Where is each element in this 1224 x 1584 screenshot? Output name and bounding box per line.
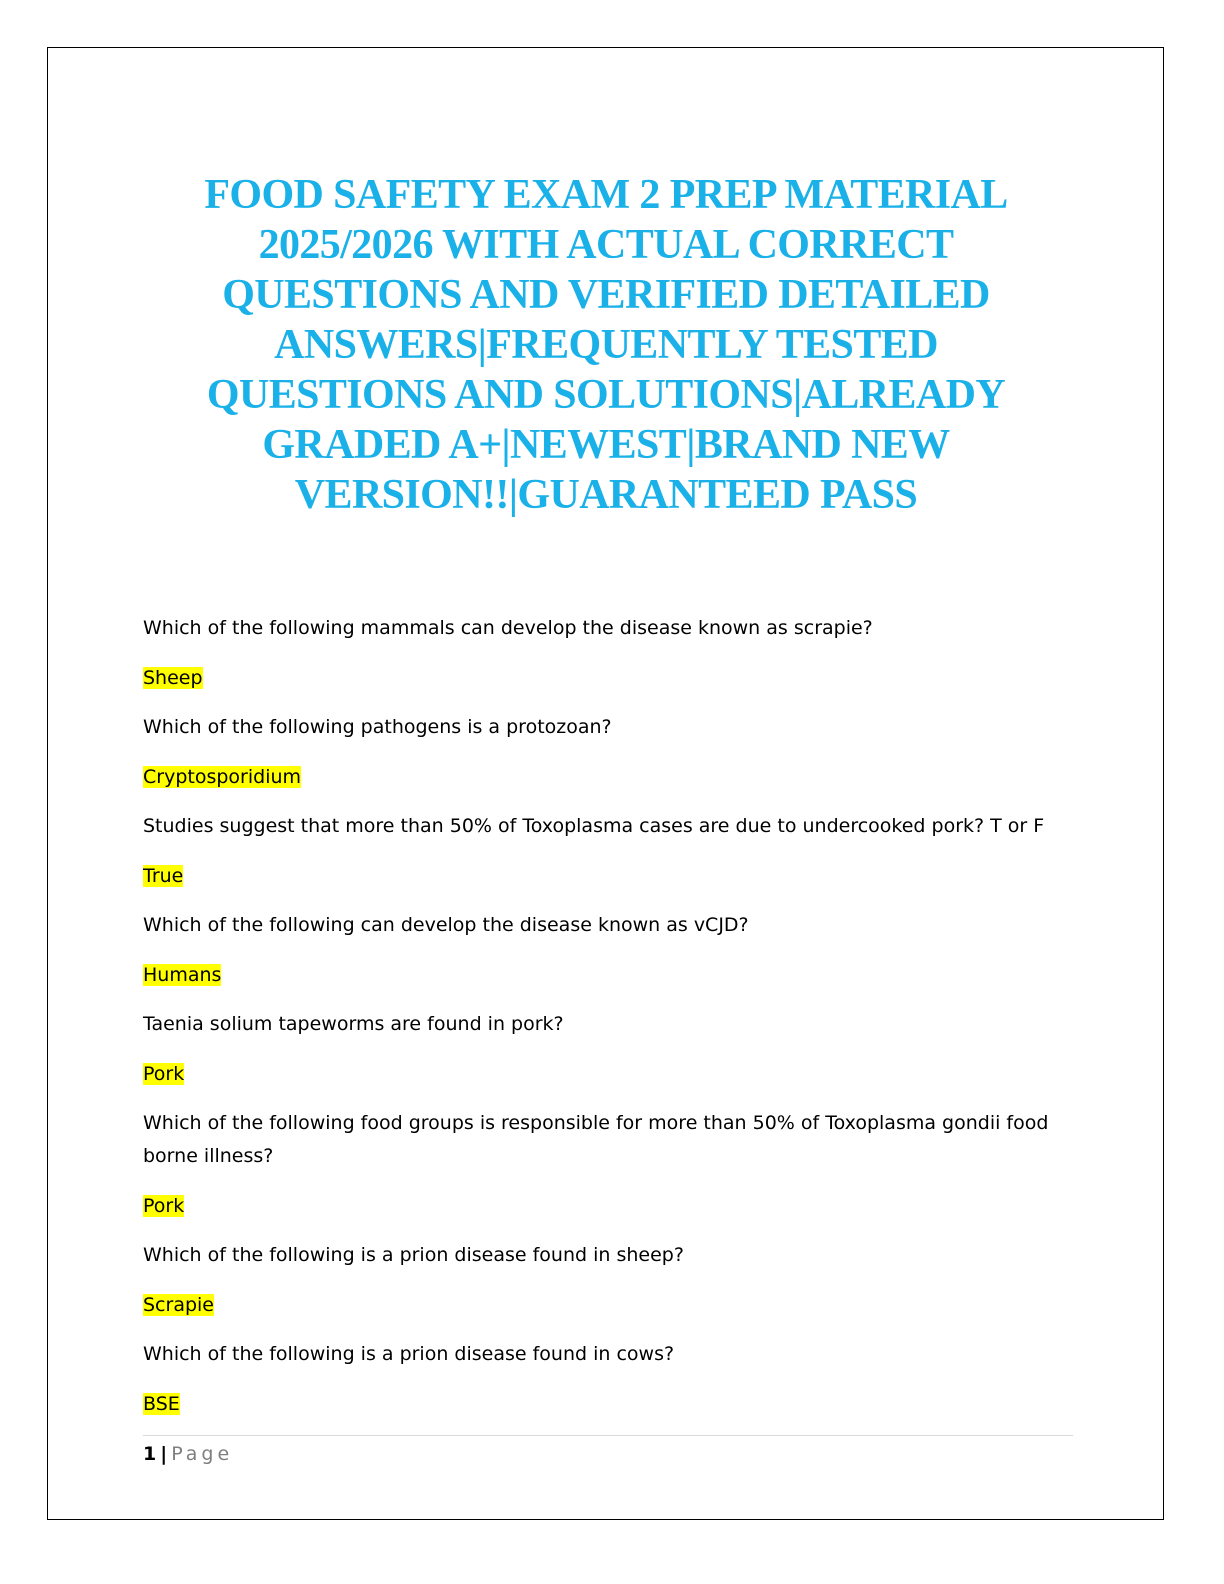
title-line: ANSWERS|FREQUENTLY TESTED [274,322,938,368]
title-line: QUESTIONS AND VERIFIED DETAILED [222,272,990,318]
answer-highlight: Pork [143,1194,185,1217]
title-line: QUESTIONS AND SOLUTIONS|ALREADY [206,372,1006,418]
answer-highlight: Cryptosporidium [143,765,302,788]
answer-highlight: Scrapie [143,1293,214,1316]
answer [143,1058,1078,1091]
answer-highlight: Pork [143,1062,185,1085]
question: Which of the following pathogens is a protozoan? [143,716,612,738]
page-number: 1 [143,1443,157,1465]
title-line: VERSION!!|GUARANTEED PASS [294,472,918,518]
answer [143,761,1078,794]
question: Which of the following mammals can develop the disease known as scrapie? [143,617,873,639]
answer [143,959,1078,992]
question: Which of the following can develop the disease known as vCJD? [143,914,749,936]
title-line: GRADED A+|NEWEST|BRAND NEW [262,422,950,468]
title-line: 2025/2026 WITH ACTUAL CORRECT [258,222,954,268]
answer [143,1388,1078,1421]
question: Taenia solium tapeworms are found in pork? [143,1013,564,1035]
footer-separator: | [160,1443,168,1465]
qa-list [143,612,1078,1437]
page-label: Page [171,1443,234,1465]
answer [143,1289,1078,1322]
answer [143,662,1078,695]
answer-highlight: Humans [143,963,222,986]
answer-highlight: BSE [143,1392,180,1415]
answer [143,860,1078,893]
document-title [150,170,1062,520]
question: Which of the following is a prion disease found in cows? [143,1343,675,1365]
answer [143,1190,1078,1223]
answer-highlight: True [143,864,184,887]
answer-highlight: Sheep [143,666,203,689]
question: Which of the following is a prion disease found in sheep? [143,1244,684,1266]
question: Studies suggest that more than 50% of Toxoplasma cases are due to undercooked pork? T or F [143,815,1045,837]
footer-divider [143,1435,1073,1436]
question: Which of the following food groups is responsible for more than 50% of Toxoplasma gondii food borne illness? [143,1112,1049,1167]
page-footer [143,1441,233,1467]
title-line: FOOD SAFETY EXAM 2 PREP MATERIAL [204,172,1008,218]
